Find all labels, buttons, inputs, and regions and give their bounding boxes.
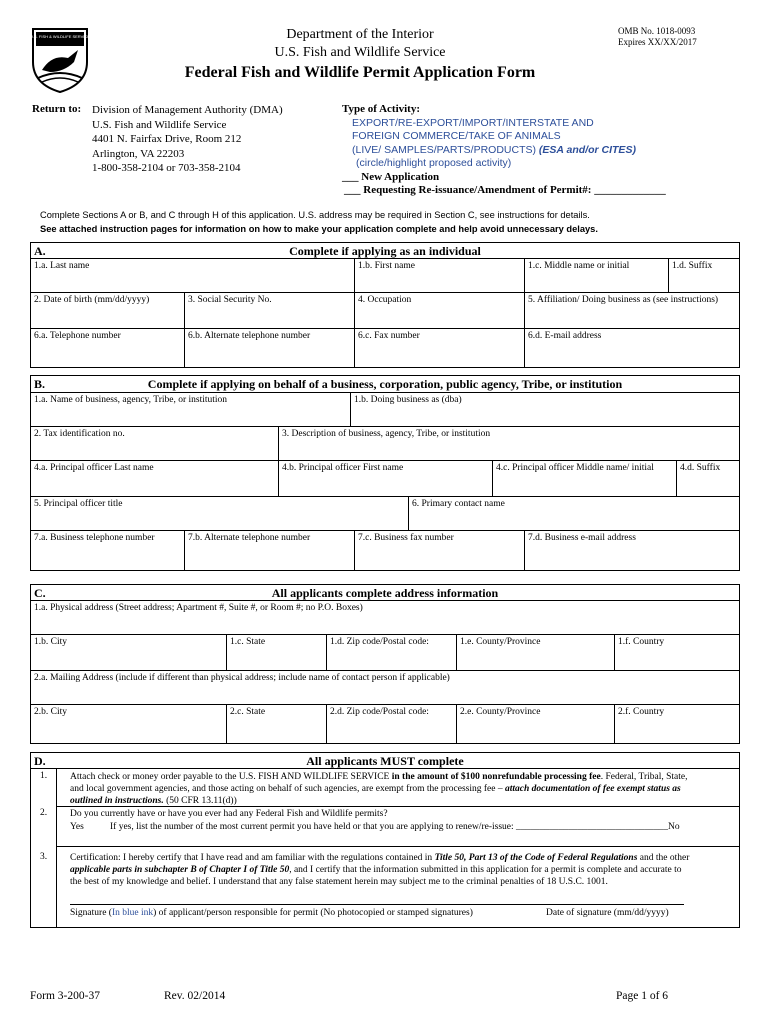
- section-c-title: All applicants complete address information: [271, 586, 499, 600]
- email-field[interactable]: 6.d. E-mail address: [524, 328, 740, 368]
- business-telephone-field[interactable]: 7.a. Business telephone number: [30, 530, 184, 571]
- certification-text: [70, 852, 734, 888]
- prior-permit-question: Do you currently have or have you ever had any Federal Fish and Wildlife permits?: [70, 809, 388, 819]
- service-name: U.S. Fish and Wildlife Service: [274, 45, 446, 60]
- fee-text: . Federal, Tribal, State,: [600, 772, 688, 782]
- reissue-option[interactable]: ___ Requesting Re-issuance/Amendment of Permit#: _____________: [344, 184, 666, 196]
- cert-text: and the other: [637, 853, 690, 863]
- yes-option[interactable]: Yes: [70, 822, 84, 832]
- zip-field[interactable]: 1.d. Zip code/Postal code:: [326, 634, 456, 670]
- cert-cfr: Title 50, Part 13 of the Code of Federal Regulations: [434, 853, 638, 863]
- fee-amount: in the amount of $100 nonrefundable processing fee: [391, 772, 601, 782]
- county-field[interactable]: 1.e. County/Province: [456, 634, 614, 670]
- mailing-county-field[interactable]: 2.e. County/Province: [456, 704, 614, 744]
- fee-text: and local government agencies, and those acting on behalf of such agencies, are exempt from the processing fee –: [70, 784, 505, 794]
- city-field[interactable]: 1.b. City: [30, 634, 226, 670]
- cert-text: the best of my knowledge and belief. I understand that any false statement herein may subject me to the criminal penalties of 18 U.S.C. 1001.: [70, 877, 608, 887]
- return-line: 4401 N. Fairfax Drive, Room 212: [92, 133, 242, 145]
- section-d-letter: D.: [34, 754, 46, 768]
- activity-note: (circle/highlight proposed activity): [356, 157, 512, 169]
- fws-logo: [30, 26, 90, 94]
- blue-ink-note: In blue ink: [111, 908, 154, 918]
- department-name: Department of the Interior: [286, 27, 434, 42]
- officer-middle-name-field[interactable]: 4.c. Principal officer Middle name/ initial: [492, 460, 676, 496]
- return-line: Arlington, VA 22203: [92, 147, 185, 160]
- affiliation-field[interactable]: 5. Affiliation/ Doing business as (see instructions): [524, 292, 740, 328]
- section-a-letter: A.: [34, 244, 46, 258]
- signature-line[interactable]: [70, 904, 684, 905]
- section-b-title: Complete if applying on behalf of a business, corporation, public agency, Tribe, or institution: [147, 377, 623, 391]
- return-line: U.S. Fish and Wildlife Service: [92, 118, 227, 131]
- suffix-field[interactable]: 1.d. Suffix: [668, 258, 740, 292]
- officer-suffix-field[interactable]: 4.d. Suffix: [676, 460, 740, 496]
- fee-exempt-note: outlined in instructions.: [70, 796, 164, 806]
- activity-line[interactable]: FOREIGN COMMERCE/TAKE OF ANIMALS: [352, 130, 561, 142]
- cert-text: Certification: I hereby certify that I have read and am familiar with the regulations contained in: [70, 853, 435, 863]
- form-number: Form 3-200-37: [30, 990, 100, 1002]
- date-of-birth-field[interactable]: 2. Date of birth (mm/dd/yyyy): [30, 292, 184, 328]
- activity-label: Type of Activity:: [342, 103, 421, 115]
- section-c-letter: C.: [34, 586, 46, 600]
- signature-date-label: Date of signature (mm/dd/yyyy): [546, 908, 669, 918]
- officer-last-name-field[interactable]: 4.a. Principal officer Last name: [30, 460, 278, 496]
- cert-text: , and I certify that the information submitted in this application for a permit is complete and accurate to: [289, 865, 682, 875]
- item-number: 2.: [40, 808, 48, 818]
- item-number: 1.: [40, 771, 48, 781]
- fax-field[interactable]: 6.c. Fax number: [354, 328, 524, 368]
- occupation-field[interactable]: 4. Occupation: [354, 292, 524, 328]
- section-d-title: All applicants MUST complete: [306, 754, 464, 768]
- primary-contact-field[interactable]: 6. Primary contact name: [408, 496, 740, 530]
- mailing-country-field[interactable]: 2.f. Country: [614, 704, 740, 744]
- page-number: Page 1 of 6: [616, 990, 669, 1002]
- logo-text: U.S. FISH & WILDLIFE SERVICE: [30, 34, 90, 39]
- item-number: 3.: [40, 852, 48, 862]
- cert-cfr: applicable parts in subchapter B of Chapter I of Title 50: [70, 865, 290, 875]
- business-name-field[interactable]: 1.a. Name of business, agency, Tribe, or institution: [30, 392, 350, 426]
- mailing-city-field[interactable]: 2.b. City: [30, 704, 226, 744]
- form-title: Federal Fish and Wildlife Permit Application Form: [184, 64, 536, 81]
- fee-exempt-note: attach documentation of fee exempt status as: [505, 784, 681, 794]
- mailing-address-field[interactable]: 2.a. Mailing Address (include if different than physical address; include name of contact person if applicable): [30, 670, 740, 704]
- telephone-field[interactable]: 6.a. Telephone number: [30, 328, 184, 368]
- prior-permit-number-field[interactable]: If yes, list the number of the most current permit you have held or that you are applying to renew/re-issue: ________________________________No: [110, 822, 680, 832]
- business-alt-telephone-field[interactable]: 7.b. Alternate telephone number: [184, 530, 354, 571]
- physical-address-field[interactable]: 1.a. Physical address (Street address; Apartment #, Suite #, or Room #; no P.O. Boxes): [30, 600, 740, 634]
- activity-esa-cites[interactable]: (ESA and/or CITES): [538, 143, 636, 156]
- state-field[interactable]: 1.c. State: [226, 634, 326, 670]
- return-to-label: Return to:: [32, 103, 82, 115]
- first-name-field[interactable]: 1.b. First name: [354, 258, 524, 292]
- instruction-line: See attached instruction pages for information on how to make your application complete and help avoid unnecessary delays.: [40, 224, 598, 234]
- section-b-letter: B.: [34, 377, 46, 391]
- fee-text: Attach check or money order payable to the U.S. FISH AND WILDLIFE SERVICE: [70, 772, 392, 782]
- new-application-option[interactable]: ___ New Application: [342, 170, 440, 183]
- fee-item: [70, 771, 730, 807]
- expires-date: Expires XX/XX/2017: [618, 37, 697, 47]
- sig-text: ) of applicant/person responsible for permit (No photocopied or stamped signatures): [153, 908, 473, 918]
- middle-name-field[interactable]: 1.c. Middle name or initial: [524, 258, 668, 292]
- business-fax-field[interactable]: 7.c. Business fax number: [354, 530, 524, 571]
- return-line: 1-800-358-2104 or 703-358-2104: [92, 162, 241, 174]
- business-description-field[interactable]: 3. Description of business, agency, Tribe, or institution: [278, 426, 740, 460]
- return-line: Division of Management Authority (DMA): [92, 104, 283, 116]
- section-a-title: Complete if applying as an individual: [289, 244, 481, 258]
- sig-text: Signature (: [70, 908, 112, 918]
- instruction-line: Complete Sections A or B, and C through H of this application. U.S. address may be required in Section C, see instructions for details.: [40, 210, 590, 220]
- activity-line[interactable]: (LIVE/ SAMPLES/PARTS/PRODUCTS): [352, 143, 539, 156]
- officer-title-field[interactable]: 5. Principal officer title: [30, 496, 408, 530]
- tax-id-field[interactable]: 2. Tax identification no.: [30, 426, 278, 460]
- ssn-field[interactable]: 3. Social Security No.: [184, 292, 354, 328]
- mailing-state-field[interactable]: 2.c. State: [226, 704, 326, 744]
- return-address: [92, 103, 283, 176]
- omb-number: OMB No. 1018-0093: [618, 26, 696, 36]
- alt-telephone-field[interactable]: 6.b. Alternate telephone number: [184, 328, 354, 368]
- signature-label: [70, 908, 473, 918]
- last-name-field[interactable]: 1.a. Last name: [30, 258, 354, 292]
- mailing-zip-field[interactable]: 2.d. Zip code/Postal code:: [326, 704, 456, 744]
- revision: Rev. 02/2014: [164, 990, 226, 1002]
- officer-first-name-field[interactable]: 4.b. Principal officer First name: [278, 460, 492, 496]
- cfr-reference: (50 CFR 13.11(d)): [163, 796, 237, 806]
- activity-line[interactable]: EXPORT/RE-EXPORT/IMPORT/INTERSTATE AND: [352, 116, 594, 129]
- business-email-field[interactable]: 7.d. Business e-mail address: [524, 530, 740, 571]
- country-field[interactable]: 1.f. Country: [614, 634, 740, 670]
- dba-field[interactable]: 1.b. Doing business as (dba): [350, 392, 740, 426]
